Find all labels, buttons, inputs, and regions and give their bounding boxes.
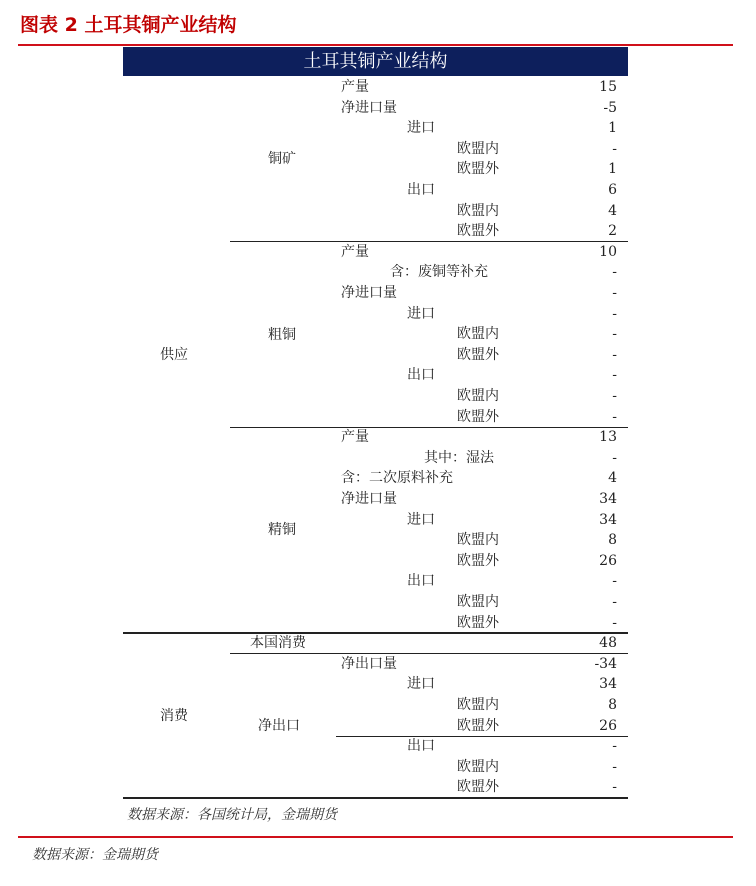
row-label: 净进口量 xyxy=(341,491,397,507)
row-value: - xyxy=(612,285,617,301)
subgroup-label: 铜矿 xyxy=(268,151,296,168)
subgroup-label: 净出口 xyxy=(258,717,300,734)
row-value: 4 xyxy=(608,202,617,219)
row-value: - xyxy=(612,758,617,775)
row-value: 34 xyxy=(599,676,617,693)
row-value: - xyxy=(612,140,617,157)
row-value: 2 xyxy=(608,223,617,240)
footer-divider xyxy=(18,836,733,838)
subgroup-divider xyxy=(230,427,628,428)
row-value: -34 xyxy=(594,655,617,672)
figure-title: 图表 2 土耳其铜产业结构 xyxy=(20,14,237,36)
row-value: - xyxy=(612,305,617,322)
row-value: 34 xyxy=(599,491,617,507)
row-label: 欧盟内 xyxy=(457,532,499,549)
row-value: 13 xyxy=(599,429,617,446)
row-value: - xyxy=(612,346,617,363)
row-value: 48 xyxy=(599,635,617,652)
row-label: 欧盟内 xyxy=(457,140,499,157)
row-value: 34 xyxy=(599,511,617,528)
row-value: - xyxy=(612,738,617,755)
row-value: - xyxy=(612,326,617,343)
row-label: 欧盟内 xyxy=(457,594,499,610)
row-label: 其中：湿法 xyxy=(424,449,494,466)
group-divider xyxy=(123,632,628,634)
row-value: 8 xyxy=(608,532,617,549)
row-value: 26 xyxy=(599,552,617,569)
subgroup-label: 精铜 xyxy=(268,522,296,539)
row-label: 欧盟内 xyxy=(457,202,499,219)
row-value: 10 xyxy=(599,243,617,260)
row-label: 欧盟外 xyxy=(457,614,499,631)
row-value: - xyxy=(612,388,617,404)
row-label: 出口 xyxy=(407,182,435,198)
row-value: - xyxy=(612,408,617,425)
row-label: 欧盟外 xyxy=(457,161,499,178)
row-label: 产量 xyxy=(341,243,369,260)
row-value: 1 xyxy=(608,120,617,137)
row-label: 含：废铜等补充 xyxy=(390,264,488,281)
row-label: 含：二次原料补充 xyxy=(341,470,453,487)
row-label: 欧盟内 xyxy=(457,697,499,713)
row-label: 欧盟外 xyxy=(457,552,499,569)
row-divider xyxy=(336,736,628,737)
group-label: 供应 xyxy=(160,347,188,364)
page-source: 数据来源：金瑞期货 xyxy=(32,847,158,863)
row-label: 出口 xyxy=(407,738,435,755)
row-label: 净出口量 xyxy=(341,655,397,672)
group-label: 消费 xyxy=(160,707,188,724)
group-divider xyxy=(123,797,628,799)
row-label: 欧盟外 xyxy=(457,223,499,240)
table-title: 土耳其铜产业结构 xyxy=(123,47,628,76)
row-label: 欧盟内 xyxy=(457,326,499,343)
row-label: 进口 xyxy=(407,120,435,137)
row-label: 欧盟外 xyxy=(457,779,499,796)
row-value: - xyxy=(612,614,617,631)
subgroup-divider xyxy=(230,653,628,654)
table-source: 数据来源：各国统计局，金瑞期货 xyxy=(127,807,337,823)
row-label: 欧盟内 xyxy=(457,388,499,404)
row-label: 进口 xyxy=(407,305,435,322)
row-value: - xyxy=(612,779,617,796)
row-label: 欧盟外 xyxy=(457,346,499,363)
subgroup-divider xyxy=(230,241,628,242)
row-label: 欧盟外 xyxy=(457,408,499,425)
row-label: 出口 xyxy=(407,367,435,384)
row-label: 欧盟内 xyxy=(457,758,499,775)
row-label: 进口 xyxy=(407,511,435,528)
row-value: 6 xyxy=(608,182,617,198)
row-label: 出口 xyxy=(407,573,435,590)
subgroup-label: 粗铜 xyxy=(268,326,296,343)
row-value: - xyxy=(612,264,617,281)
row-value: 26 xyxy=(599,717,617,734)
row-value: 15 xyxy=(599,79,617,95)
row-value: 1 xyxy=(608,161,617,178)
row-label: 欧盟外 xyxy=(457,717,499,734)
row-value: - xyxy=(612,594,617,610)
row-value: 4 xyxy=(608,470,617,487)
subgroup-label: 本国消费 xyxy=(250,635,306,652)
row-value: -5 xyxy=(603,99,617,116)
row-label: 产量 xyxy=(341,79,369,95)
row-label: 净进口量 xyxy=(341,99,397,116)
row-label: 净进口量 xyxy=(341,285,397,301)
row-value: - xyxy=(612,573,617,590)
title-divider xyxy=(18,44,733,46)
row-value: - xyxy=(612,367,617,384)
row-label: 产量 xyxy=(341,429,369,446)
row-value: - xyxy=(612,449,617,466)
row-label: 进口 xyxy=(407,676,435,693)
row-value: 8 xyxy=(608,697,617,713)
